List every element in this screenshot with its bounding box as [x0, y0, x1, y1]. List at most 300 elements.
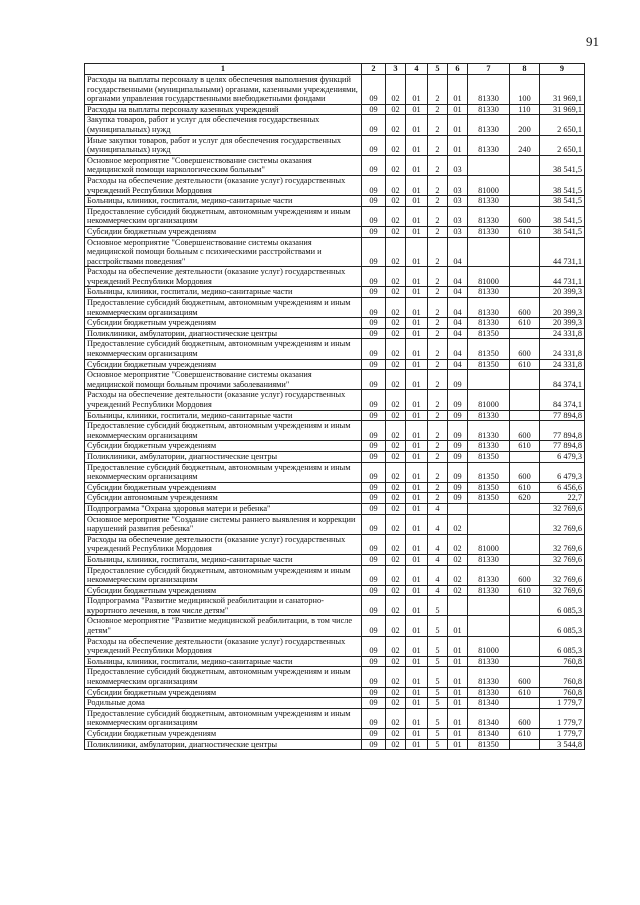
code-section-cell: 09	[362, 390, 386, 410]
code-expense-type-cell	[510, 636, 540, 656]
code-subprogram-cell: 2	[428, 175, 448, 195]
amount-cell: 32 769,6	[540, 534, 585, 554]
code-subprogram-cell: 2	[428, 226, 448, 237]
code-section-cell: 09	[362, 370, 386, 390]
amount-cell: 38 541,5	[540, 226, 585, 237]
table-row	[85, 115, 585, 135]
code-subprogram-cell: 2	[428, 135, 448, 155]
amount-cell: 20 399,3	[540, 287, 585, 298]
code-subprogram-cell: 2	[428, 482, 448, 493]
amount-cell: 77 894,8	[540, 441, 585, 452]
code-subsection-cell: 02	[386, 585, 406, 596]
code-section-cell: 09	[362, 339, 386, 359]
code-expense-type-cell	[510, 175, 540, 195]
code-section-cell: 09	[362, 482, 386, 493]
row-name-cell: Основное мероприятие "Совершенствование системы оказания медицинской помощи больным прочими заболеваниями"	[85, 370, 362, 390]
code-expense-type-cell: 600	[510, 339, 540, 359]
code-section-cell: 09	[362, 328, 386, 339]
code-section-cell: 09	[362, 616, 386, 636]
code-section-cell: 09	[362, 534, 386, 554]
amount-cell: 77 894,8	[540, 421, 585, 441]
code-program-cell: 01	[406, 370, 428, 390]
code-section-cell: 09	[362, 287, 386, 298]
code-section-cell: 09	[362, 514, 386, 534]
code-subsection-cell: 02	[386, 534, 406, 554]
code-measure-cell: 09	[448, 451, 468, 462]
code-expense-type-cell: 200	[510, 115, 540, 135]
amount-cell: 77 894,8	[540, 410, 585, 421]
code-subprogram-cell: 2	[428, 421, 448, 441]
row-name-cell: Поликлиники, амбулатории, диагностические центры	[85, 451, 362, 462]
code-program-cell: 01	[406, 115, 428, 135]
code-direction-cell: 81330	[468, 206, 510, 226]
code-subprogram-cell: 2	[428, 104, 448, 115]
code-subprogram-cell: 2	[428, 462, 448, 482]
header-cell: 8	[510, 64, 540, 75]
code-program-cell: 01	[406, 462, 428, 482]
amount-cell: 760,8	[540, 667, 585, 687]
row-name-cell: Расходы на обеспечение деятельности (оказание услуг) государственных учреждений Республики Мордовия	[85, 175, 362, 195]
code-program-cell: 01	[406, 75, 428, 105]
code-expense-type-cell	[510, 656, 540, 667]
code-direction-cell: 81350	[468, 493, 510, 504]
code-section-cell: 09	[362, 441, 386, 452]
code-program-cell: 01	[406, 237, 428, 267]
code-section-cell: 09	[362, 565, 386, 585]
code-subprogram-cell: 4	[428, 554, 448, 565]
page-number: 91	[586, 34, 599, 49]
code-expense-type-cell: 600	[510, 421, 540, 441]
code-subsection-cell: 02	[386, 226, 406, 237]
code-measure-cell: 04	[448, 359, 468, 370]
code-measure-cell: 04	[448, 287, 468, 298]
code-section-cell: 09	[362, 739, 386, 750]
code-section-cell: 09	[362, 104, 386, 115]
code-subsection-cell: 02	[386, 267, 406, 287]
code-expense-type-cell: 600	[510, 708, 540, 728]
code-section-cell: 09	[362, 503, 386, 514]
code-subsection-cell: 02	[386, 482, 406, 493]
table-row	[85, 729, 585, 740]
code-subsection-cell: 02	[386, 462, 406, 482]
code-expense-type-cell	[510, 554, 540, 565]
code-direction-cell: 81000	[468, 534, 510, 554]
code-subsection-cell: 02	[386, 328, 406, 339]
code-subsection-cell: 02	[386, 554, 406, 565]
code-subprogram-cell: 5	[428, 656, 448, 667]
code-measure-cell: 01	[448, 104, 468, 115]
code-section-cell: 09	[362, 196, 386, 207]
code-measure-cell: 09	[448, 390, 468, 410]
code-section-cell: 09	[362, 410, 386, 421]
code-expense-type-cell: 610	[510, 729, 540, 740]
code-direction-cell: 81330	[468, 104, 510, 115]
code-subsection-cell: 02	[386, 155, 406, 175]
row-name-cell: Расходы на выплаты персоналу в целях обеспечения выполнения функций государственными (муниципальными) органами, казенными учреждениями, органами управления государственными внебюджетными фондами	[85, 75, 362, 105]
code-direction-cell: 81350	[468, 451, 510, 462]
row-name-cell: Расходы на обеспечение деятельности (оказание услуг) государственных учреждений Республики Мордовия	[85, 267, 362, 287]
code-section-cell: 09	[362, 237, 386, 267]
row-name-cell: Подпрограмма "Развитие медицинской реабилитации и санаторно-курортного лечения, в том числе детям"	[85, 596, 362, 616]
table-row	[85, 104, 585, 115]
code-subprogram-cell: 5	[428, 616, 448, 636]
table-row	[85, 596, 585, 616]
amount-cell: 44 731,1	[540, 237, 585, 267]
code-direction-cell: 81000	[468, 175, 510, 195]
row-name-cell: Больницы, клиники, госпитали, медико-санитарные части	[85, 554, 362, 565]
code-subprogram-cell: 2	[428, 359, 448, 370]
code-subsection-cell: 02	[386, 667, 406, 687]
code-measure-cell: 04	[448, 267, 468, 287]
code-subsection-cell: 02	[386, 359, 406, 370]
code-direction-cell: 81330	[468, 554, 510, 565]
code-subprogram-cell: 2	[428, 410, 448, 421]
code-expense-type-cell: 600	[510, 462, 540, 482]
code-direction-cell	[468, 596, 510, 616]
code-expense-type-cell	[510, 328, 540, 339]
table-body	[85, 64, 585, 750]
code-subsection-cell: 02	[386, 421, 406, 441]
table-row	[85, 451, 585, 462]
code-subsection-cell: 02	[386, 596, 406, 616]
row-name-cell: Расходы на обеспечение деятельности (оказание услуг) государственных учреждений Республики Мордовия	[85, 390, 362, 410]
row-name-cell: Предоставление субсидий бюджетным, автономным учреждениям и иным некоммерческим организациям	[85, 565, 362, 585]
code-section-cell: 09	[362, 206, 386, 226]
code-subsection-cell: 02	[386, 565, 406, 585]
code-subprogram-cell: 2	[428, 287, 448, 298]
code-program-cell: 01	[406, 667, 428, 687]
code-section-cell: 09	[362, 698, 386, 709]
code-program-cell: 01	[406, 318, 428, 329]
code-direction-cell	[468, 237, 510, 267]
amount-cell: 84 374,1	[540, 370, 585, 390]
code-section-cell: 09	[362, 155, 386, 175]
row-name-cell: Субсидии бюджетным учреждениям	[85, 729, 362, 740]
amount-cell: 2 650,1	[540, 135, 585, 155]
code-expense-type-cell: 600	[510, 298, 540, 318]
code-subprogram-cell: 2	[428, 370, 448, 390]
code-subsection-cell: 02	[386, 237, 406, 267]
row-name-cell: Родильные дома	[85, 698, 362, 709]
row-name-cell: Субсидии автономным учреждениям	[85, 493, 362, 504]
code-program-cell: 01	[406, 708, 428, 728]
code-program-cell: 01	[406, 328, 428, 339]
code-subsection-cell: 02	[386, 115, 406, 135]
table-row	[85, 175, 585, 195]
header-cell: 3	[386, 64, 406, 75]
row-name-cell: Предоставление субсидий бюджетным, автономным учреждениям и иным некоммерческим организациям	[85, 206, 362, 226]
row-name-cell: Субсидии бюджетным учреждениям	[85, 482, 362, 493]
code-measure-cell: 09	[448, 441, 468, 452]
row-name-cell: Субсидии бюджетным учреждениям	[85, 585, 362, 596]
code-subsection-cell: 02	[386, 729, 406, 740]
table-row	[85, 206, 585, 226]
code-direction-cell: 81000	[468, 267, 510, 287]
code-direction-cell: 81330	[468, 226, 510, 237]
code-program-cell: 01	[406, 687, 428, 698]
row-name-cell: Основное мероприятие "Создание системы раннего выявления и коррекции нарушений развития ребенка"	[85, 514, 362, 534]
code-subprogram-cell: 2	[428, 237, 448, 267]
code-measure-cell: 04	[448, 237, 468, 267]
amount-cell: 760,8	[540, 687, 585, 698]
code-program-cell: 01	[406, 503, 428, 514]
code-measure-cell: 09	[448, 482, 468, 493]
code-program-cell: 01	[406, 226, 428, 237]
row-name-cell: Основное мероприятие "Развитие медицинской реабилитации, в том числе детям"	[85, 616, 362, 636]
amount-cell: 3 544,8	[540, 739, 585, 750]
code-section-cell: 09	[362, 135, 386, 155]
code-measure-cell	[448, 503, 468, 514]
amount-cell: 760,8	[540, 656, 585, 667]
code-program-cell: 01	[406, 729, 428, 740]
table-row	[85, 370, 585, 390]
code-subprogram-cell: 4	[428, 514, 448, 534]
code-program-cell: 01	[406, 410, 428, 421]
code-subprogram-cell: 5	[428, 708, 448, 728]
header-row	[85, 64, 585, 75]
code-program-cell: 01	[406, 359, 428, 370]
code-subsection-cell: 02	[386, 318, 406, 329]
code-direction-cell: 81000	[468, 390, 510, 410]
amount-cell: 24 331,8	[540, 339, 585, 359]
code-subprogram-cell: 5	[428, 698, 448, 709]
row-name-cell: Расходы на обеспечение деятельности (оказание услуг) государственных учреждений Республики Мордовия	[85, 636, 362, 656]
code-subprogram-cell: 5	[428, 687, 448, 698]
code-expense-type-cell	[510, 616, 540, 636]
code-program-cell: 01	[406, 267, 428, 287]
amount-cell: 32 769,6	[540, 585, 585, 596]
code-expense-type-cell	[510, 698, 540, 709]
code-measure-cell: 02	[448, 554, 468, 565]
table-row	[85, 135, 585, 155]
code-program-cell: 01	[406, 135, 428, 155]
code-expense-type-cell	[510, 596, 540, 616]
code-section-cell: 09	[362, 585, 386, 596]
code-program-cell: 01	[406, 739, 428, 750]
code-direction-cell: 81350	[468, 359, 510, 370]
code-subprogram-cell: 4	[428, 534, 448, 554]
code-program-cell: 01	[406, 554, 428, 565]
code-measure-cell: 09	[448, 462, 468, 482]
code-measure-cell: 03	[448, 196, 468, 207]
code-measure-cell: 01	[448, 729, 468, 740]
code-direction-cell	[468, 616, 510, 636]
code-subprogram-cell: 2	[428, 206, 448, 226]
amount-cell: 1 779,7	[540, 729, 585, 740]
code-expense-type-cell	[510, 370, 540, 390]
code-subsection-cell: 02	[386, 206, 406, 226]
amount-cell: 22,7	[540, 493, 585, 504]
code-subprogram-cell: 4	[428, 565, 448, 585]
row-name-cell: Расходы на обеспечение деятельности (оказание услуг) государственных учреждений Республики Мордовия	[85, 534, 362, 554]
code-subprogram-cell: 2	[428, 318, 448, 329]
code-program-cell: 01	[406, 175, 428, 195]
code-direction-cell: 81330	[468, 441, 510, 452]
table-row	[85, 359, 585, 370]
row-name-cell: Предоставление субсидий бюджетным, автономным учреждениям и иным некоммерческим организациям	[85, 421, 362, 441]
code-subsection-cell: 02	[386, 390, 406, 410]
code-measure-cell: 04	[448, 339, 468, 359]
code-section-cell: 09	[362, 421, 386, 441]
code-program-cell: 01	[406, 287, 428, 298]
code-section-cell: 09	[362, 318, 386, 329]
code-section-cell: 09	[362, 226, 386, 237]
code-subprogram-cell: 5	[428, 729, 448, 740]
table-row	[85, 503, 585, 514]
code-measure-cell: 02	[448, 514, 468, 534]
code-direction-cell: 81330	[468, 318, 510, 329]
amount-cell: 38 541,5	[540, 155, 585, 175]
code-expense-type-cell: 610	[510, 687, 540, 698]
code-subprogram-cell: 2	[428, 298, 448, 318]
code-subsection-cell: 02	[386, 687, 406, 698]
code-program-cell: 01	[406, 298, 428, 318]
code-expense-type-cell: 610	[510, 359, 540, 370]
code-direction-cell: 81000	[468, 636, 510, 656]
code-direction-cell: 81330	[468, 667, 510, 687]
code-expense-type-cell	[510, 390, 540, 410]
code-subprogram-cell: 2	[428, 451, 448, 462]
code-subsection-cell: 02	[386, 175, 406, 195]
code-expense-type-cell: 610	[510, 482, 540, 493]
code-subsection-cell: 02	[386, 370, 406, 390]
amount-cell: 31 969,1	[540, 75, 585, 105]
table-row	[85, 616, 585, 636]
code-program-cell: 01	[406, 206, 428, 226]
code-subprogram-cell: 2	[428, 75, 448, 105]
code-direction-cell: 81340	[468, 708, 510, 728]
code-section-cell: 09	[362, 596, 386, 616]
code-program-cell: 01	[406, 585, 428, 596]
amount-cell: 20 399,3	[540, 298, 585, 318]
table-row	[85, 636, 585, 656]
table-row	[85, 554, 585, 565]
code-measure-cell: 01	[448, 636, 468, 656]
header-cell: 7	[468, 64, 510, 75]
code-program-cell: 01	[406, 636, 428, 656]
table-row	[85, 493, 585, 504]
code-subsection-cell: 02	[386, 493, 406, 504]
code-program-cell: 01	[406, 534, 428, 554]
code-direction-cell: 81330	[468, 565, 510, 585]
code-subsection-cell: 02	[386, 739, 406, 750]
row-name-cell: Субсидии бюджетным учреждениям	[85, 359, 362, 370]
table-row	[85, 298, 585, 318]
code-subprogram-cell: 5	[428, 636, 448, 656]
code-measure-cell: 09	[448, 370, 468, 390]
code-section-cell: 09	[362, 75, 386, 105]
code-subsection-cell: 02	[386, 339, 406, 359]
code-program-cell: 01	[406, 196, 428, 207]
table-row	[85, 667, 585, 687]
amount-cell: 2 650,1	[540, 115, 585, 135]
code-subprogram-cell: 5	[428, 667, 448, 687]
code-measure-cell: 01	[448, 698, 468, 709]
code-measure-cell: 09	[448, 410, 468, 421]
code-direction-cell	[468, 514, 510, 534]
code-program-cell: 01	[406, 698, 428, 709]
code-section-cell: 09	[362, 667, 386, 687]
code-expense-type-cell: 600	[510, 667, 540, 687]
code-expense-type-cell: 610	[510, 318, 540, 329]
code-section-cell: 09	[362, 708, 386, 728]
code-measure-cell: 09	[448, 493, 468, 504]
code-expense-type-cell	[510, 287, 540, 298]
code-measure-cell: 01	[448, 616, 468, 636]
table-row	[85, 237, 585, 267]
code-expense-type-cell	[510, 514, 540, 534]
code-expense-type-cell: 610	[510, 441, 540, 452]
code-program-cell: 01	[406, 493, 428, 504]
row-name-cell: Предоставление субсидий бюджетным, автономным учреждениям и иным некоммерческим организациям	[85, 462, 362, 482]
code-direction-cell: 81330	[468, 75, 510, 105]
table-row	[85, 462, 585, 482]
amount-cell: 44 731,1	[540, 267, 585, 287]
code-direction-cell: 81350	[468, 739, 510, 750]
row-name-cell: Предоставление субсидий бюджетным, автономным учреждениям и иным некоммерческим организациям	[85, 667, 362, 687]
header-cell: 5	[428, 64, 448, 75]
code-direction-cell	[468, 155, 510, 175]
code-section-cell: 09	[362, 115, 386, 135]
code-subsection-cell: 02	[386, 636, 406, 656]
code-measure-cell: 04	[448, 328, 468, 339]
code-section-cell: 09	[362, 298, 386, 318]
code-direction-cell: 81330	[468, 135, 510, 155]
code-direction-cell: 81350	[468, 482, 510, 493]
code-direction-cell: 81330	[468, 196, 510, 207]
code-expense-type-cell: 100	[510, 75, 540, 105]
row-name-cell: Предоставление субсидий бюджетным, автономным учреждениям и иным некоммерческим организациям	[85, 708, 362, 728]
amount-cell: 32 769,6	[540, 514, 585, 534]
amount-cell: 24 331,8	[540, 328, 585, 339]
code-direction-cell: 81340	[468, 698, 510, 709]
code-measure-cell: 01	[448, 75, 468, 105]
code-program-cell: 01	[406, 155, 428, 175]
amount-cell: 6 085,3	[540, 636, 585, 656]
row-name-cell: Субсидии бюджетным учреждениям	[85, 226, 362, 237]
amount-cell: 6 456,6	[540, 482, 585, 493]
code-program-cell: 01	[406, 390, 428, 410]
code-expense-type-cell: 600	[510, 206, 540, 226]
code-section-cell: 09	[362, 729, 386, 740]
code-subsection-cell: 02	[386, 410, 406, 421]
code-measure-cell: 03	[448, 155, 468, 175]
row-name-cell: Закупка товаров, работ и услуг для обеспечения государственных (муниципальных) нужд	[85, 115, 362, 135]
amount-cell: 31 969,1	[540, 104, 585, 115]
code-subsection-cell: 02	[386, 616, 406, 636]
code-subprogram-cell: 4	[428, 585, 448, 596]
table-row	[85, 441, 585, 452]
row-name-cell: Поликлиники, амбулатории, диагностические центры	[85, 328, 362, 339]
code-subprogram-cell: 5	[428, 739, 448, 750]
code-expense-type-cell: 610	[510, 585, 540, 596]
table-row	[85, 267, 585, 287]
row-name-cell: Больницы, клиники, госпитали, медико-санитарные части	[85, 196, 362, 207]
code-expense-type-cell	[510, 267, 540, 287]
code-direction-cell: 81330	[468, 287, 510, 298]
amount-cell: 6 085,3	[540, 616, 585, 636]
header-cell: 2	[362, 64, 386, 75]
row-name-cell: Иные закупки товаров, работ и услуг для обеспечения государственных (муниципальных) нужд	[85, 135, 362, 155]
amount-cell: 6 479,3	[540, 451, 585, 462]
code-direction-cell: 81330	[468, 115, 510, 135]
code-program-cell: 01	[406, 596, 428, 616]
code-expense-type-cell	[510, 155, 540, 175]
row-name-cell: Больницы, клиники, госпитали, медико-санитарные части	[85, 410, 362, 421]
code-program-cell: 01	[406, 421, 428, 441]
code-expense-type-cell: 610	[510, 226, 540, 237]
code-measure-cell: 01	[448, 656, 468, 667]
